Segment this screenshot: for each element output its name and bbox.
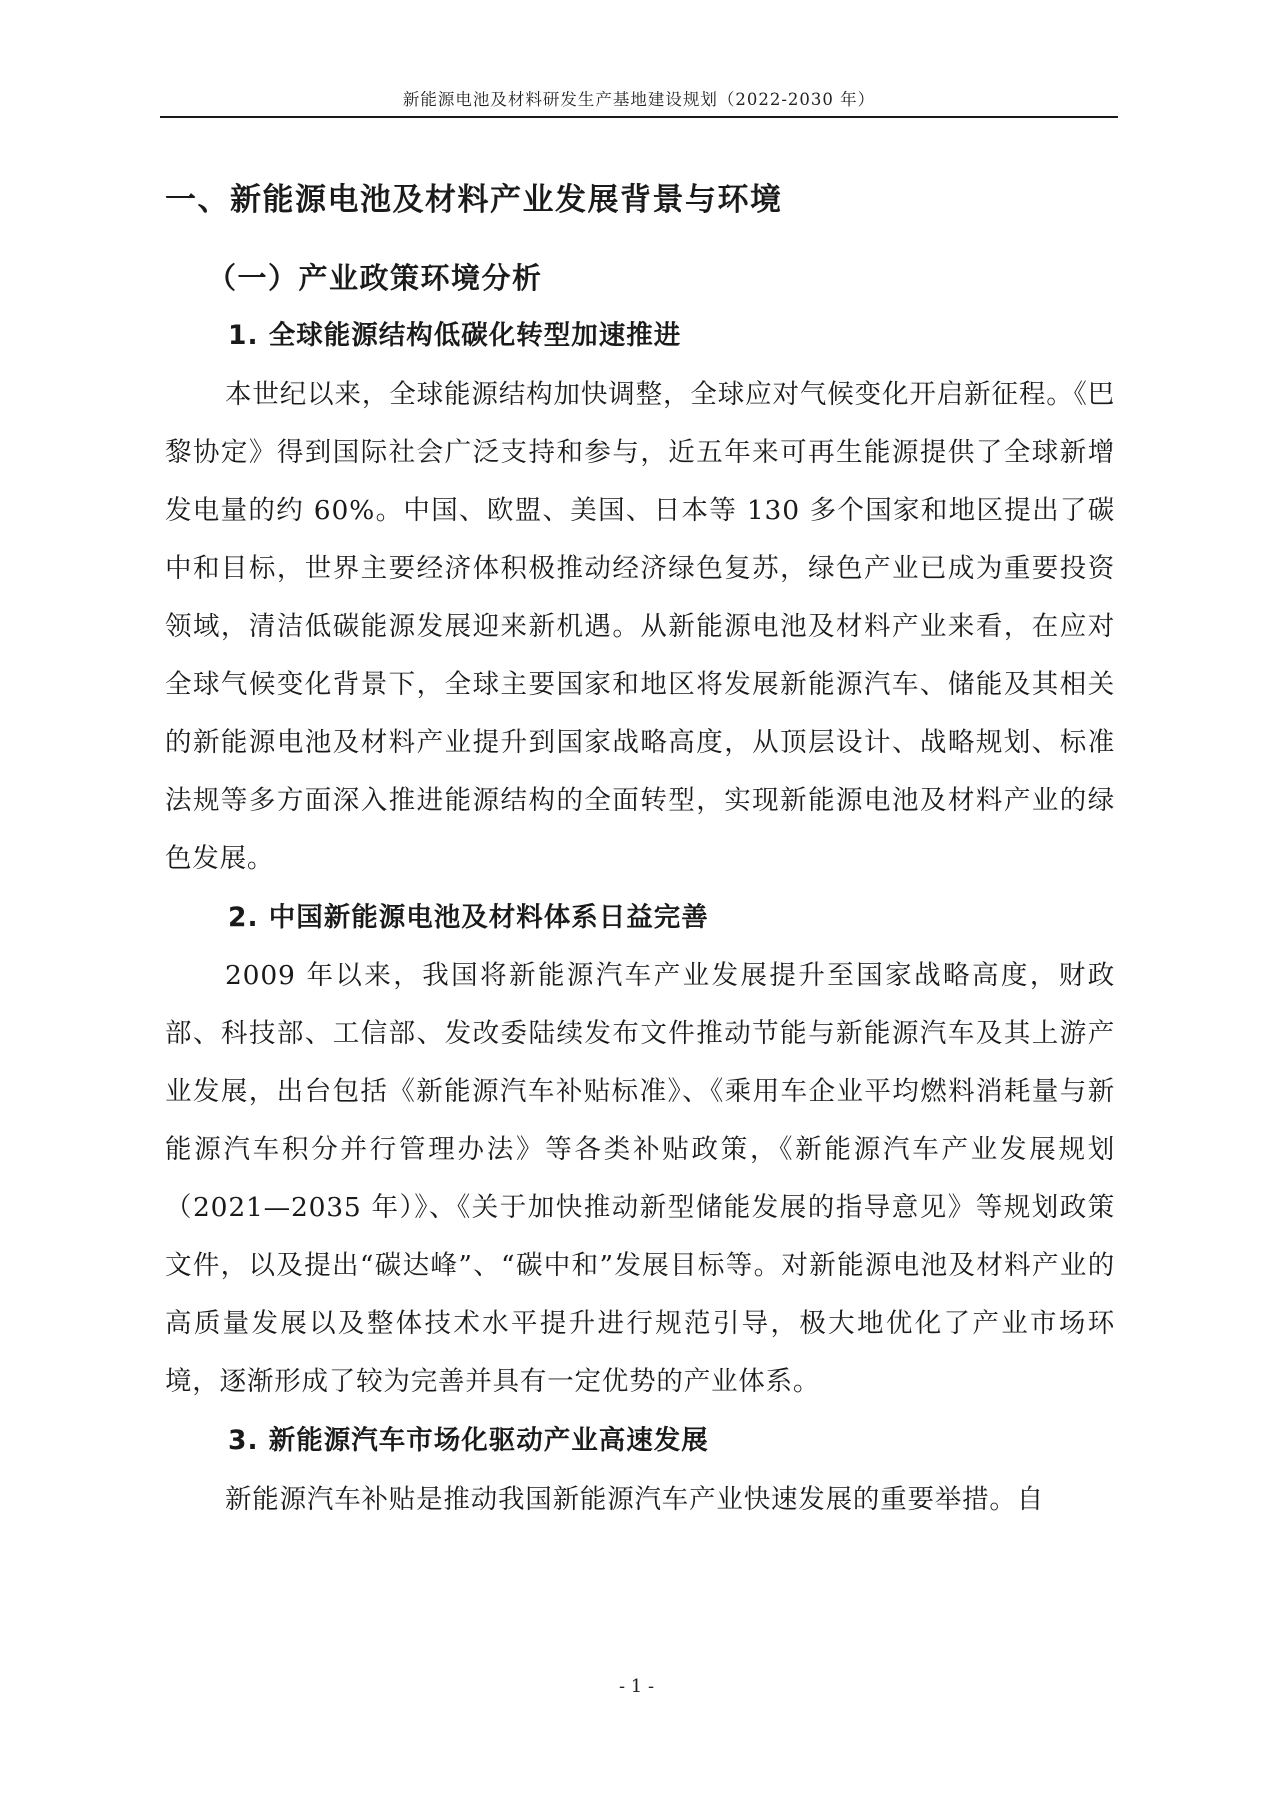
header-divider [160, 116, 1118, 118]
document-body [165, 180, 1115, 1539]
paragraph-1: 本世纪以来，全球能源结构加快调整，全球应对气候变化开启新征程。《巴黎协定》得到国际社会广泛支持和参与，近五年来可再生能源提供了全球新增发电量的约 60%。中国、欧盟、美国、日本等 130 多个国家和地区提出了碳中和目标，世界主要经济体积极推动经济绿色复苏，绿色产业已成为重要投资领域，清洁低碳能源发展迎来新机遇。从新能源电池及材料产业来看，在应对全球气候变化背景下，全球主要国家和地区将发展新能源汽车、储能及其相关的新能源电池及材料产业提升到国家战略高度，从顶层设计、战略规划、标准法规等多方面深入推进能源结构的全面转型，实现新能源电池及材料产业的绿色发展。 [165, 378, 1115, 874]
item-heading-1: 1. 全球能源结构低碳化转型加速推进 [228, 319, 682, 351]
paragraph-3: 新能源汽车补贴是推动我国新能源汽车产业快速发展的重要举措。自 [225, 1484, 1044, 1516]
running-header: 新能源电池及材料研发生产基地建设规划（2022-2030 年） [402, 90, 876, 109]
paragraph-2: 2009 年以来，我国将新能源汽车产业发展提升至国家战略高度，财政部、科技部、工信部、发改委陆续发布文件推动节能与新能源汽车及其上游产业发展，出台包括《新能源汽车补贴标准》、《乘用车企业平均燃料消耗量与新能源汽车积分并行管理办法》等各类补贴政策，《新能源汽车产业发展规划（2021—2035 年）》、《关于加快推动新型储能发展的指导意见》等规划政策文件，以及提出“碳达峰”、“碳中和”发展目标等。对新能源电池及材料产业的高质量发展以及整体技术水平提升进行规范引导，极大地优化了产业市场环境，逐渐形成了较为完善并具有一定优势的产业体系。 [165, 960, 1115, 1398]
item-heading-2: 2. 中国新能源电池及材料体系日益完善 [228, 901, 709, 933]
page-number: - 1 - [618, 1676, 655, 1697]
item-heading-3: 3. 新能源汽车市场化驱动产业高速发展 [228, 1425, 709, 1457]
subsection-heading: （一）产业政策环境分析 [207, 261, 543, 296]
section-heading: 一、新能源电池及材料产业发展背景与环境 [165, 182, 783, 218]
